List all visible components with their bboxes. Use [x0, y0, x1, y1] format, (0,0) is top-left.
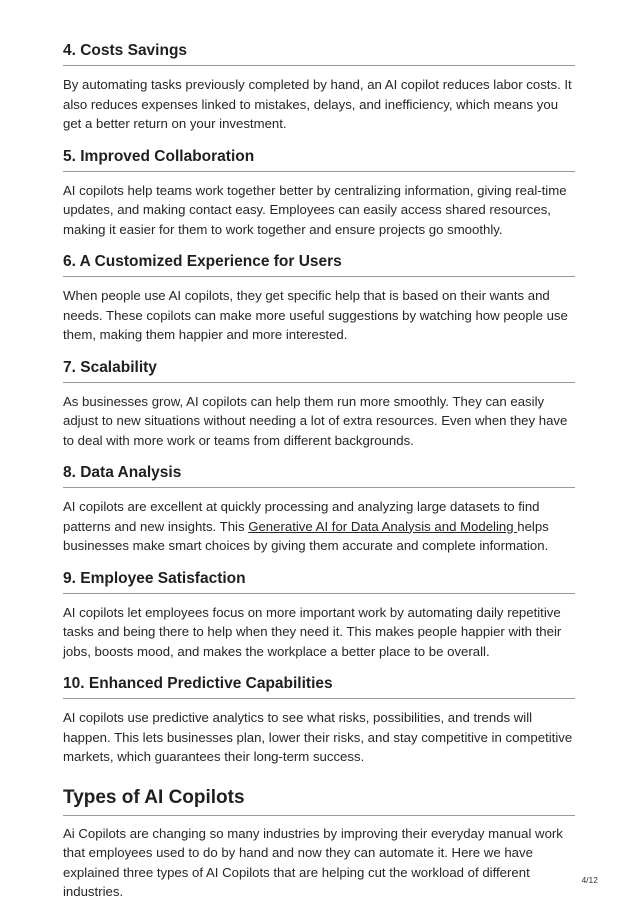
section-types-of-ai-copilots: [63, 785, 575, 902]
section-costs-savings: [63, 40, 575, 134]
section-heading: 8. Data Analysis: [63, 462, 575, 488]
section-data-analysis: [63, 462, 575, 556]
section-employee-satisfaction: [63, 568, 575, 662]
section-improved-collaboration: [63, 146, 575, 240]
section-body: When people use AI copilots, they get specific help that is based on their wants and needs. These copilots can make more useful suggestions by watching how people use them, making them happier and more interested.: [63, 288, 568, 342]
page-number: 4/12: [581, 875, 598, 885]
types-body: Ai Copilots are changing so many industries by improving their everyday manual work that employees used to do by hand and now they can automate it. Here we have explained three types of AI Copilots that are helping cut the workload of different industries.: [63, 825, 563, 899]
section-scalability: [63, 357, 575, 451]
section-customized-experience: [63, 251, 575, 345]
section-body: AI copilots use predictive analytics to see what risks, possibilities, and trends will happen. This lets businesses plan, lower their risks, and stay competitive in competitive markets, which guarantees their long-term success.: [63, 710, 573, 764]
section-body: [63, 497, 575, 556]
section-heading: 9. Employee Satisfaction: [63, 568, 575, 594]
section-heading: 5. Improved Collaboration: [63, 146, 575, 172]
generative-ai-data-analysis-link[interactable]: Generative AI for Data Analysis and Modeling: [248, 518, 518, 534]
document-page: [63, 40, 575, 902]
section-predictive-capabilities: [63, 673, 575, 767]
section-heading: 6. A Customized Experience for Users: [63, 251, 575, 277]
section-body: AI copilots help teams work together better by centralizing information, giving real-time updates, and making contact easy. Employees can easily access shared resources, making it easier for them to work together and ensure projects go smoothly.: [63, 182, 567, 237]
section-heading: 4. Costs Savings: [63, 40, 575, 66]
section-heading: 7. Scalability: [63, 357, 575, 383]
section-body: AI copilots let employees focus on more important work by automating daily repetitive tasks and being there to help when they need it. This makes people happier with their jobs, boosts mood, and makes the workplace a better place to be overall.: [63, 604, 562, 659]
body-text-after-link: helps businesses make smart choices by giving them accurate and complete information.: [63, 518, 549, 553]
section-body: As businesses grow, AI copilots can help them run more smoothly. They can easily adjust to new situations without needing a lot of extra resources. Even when they have to deal with more work or teams from different backgrounds.: [63, 393, 568, 448]
body-text-before-link: AI copilots are excellent at quickly processing and analyzing large datasets to find patterns and new insights. This: [63, 499, 540, 534]
types-heading: Types of AI Copilots: [63, 785, 575, 816]
section-body: By automating tasks previously completed by hand, an AI copilot reduces labor costs. It also reduces expenses linked to mistakes, delays, and inefficiency, which means you get a better return on your investment.: [63, 77, 572, 131]
section-heading: 10. Enhanced Predictive Capabilities: [63, 673, 575, 699]
